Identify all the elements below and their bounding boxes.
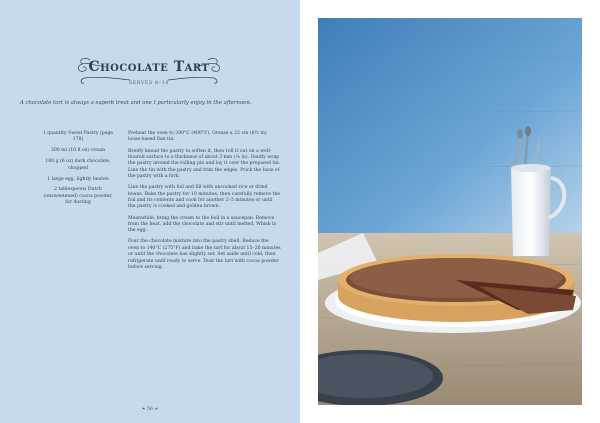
page-number [135,407,165,412]
ingredient-item: 1 quantity Sweet Pastry (page 178) [42,131,114,143]
ingredient-item: 180 g (6 oz) dark chocolate, chopped [45,159,111,171]
ingredient-item: 2 tablespoons Dutch (unsweetened) cocoa powder, for dusting [43,187,113,206]
ingredient-item: 300 ml (10 fl oz) cream [50,148,106,154]
method-steps [128,131,281,276]
right-page [300,0,600,423]
method-step: Preheat the oven to 200°C (400°F). Grease a 22 cm (8½ in) loose-based flan tin. [128,131,267,143]
chocolate-tart-photo [318,18,582,405]
ingredient-item: 1 large egg, lightly beaten [47,176,109,182]
folio-ornament-right-icon: ☙ [152,407,159,412]
recipe-title: Chocolate Tart [88,59,210,75]
ingredients-list [42,131,114,211]
serves-label: SERVES 8–10 [128,81,170,86]
method-step: Pour the chocolate mixture into the pastry shell. Reduce the oven to 140°C (275°F) and bake the tart for about 15–20 minutes or until the chocolate has slightly set. Set aside until cold, then refrigerate until ready to serve. Dust the tart with cocoa powder before serving. [128,239,281,271]
method-step: Meanwhile, bring the cream to the boil in a saucepan. Remove from the heat, add the chocolate and stir until melted. Whisk in the egg. [128,215,277,234]
method-step: Line the pastry with foil and fill with uncooked rice or dried beans. Bake the pastry for 10 minutes, then carefully remove the foil and its contents and cook for another 2–5 minutes or until the pastry is cooked and golden brown. [128,185,280,210]
recipe-intro: A chocolate tart is always a superb treat and one I particularly enjoy in the afternoon. [20,100,252,106]
recipe-title-block [74,52,224,92]
method-step: Briefly knead the pastry to soften it, then roll it out on a well-floured surface to a thickness of about 3 mm (⅛ in). Gently wrap the pastry around the rolling pin and lay it over the prepared tin. Line the tin with the pastry and trim the edges. Prick the base of the pastry with a fork. [128,148,281,180]
folio-ornament-left-icon: ❧ [141,407,147,412]
page-number-value: 56 [146,407,153,412]
